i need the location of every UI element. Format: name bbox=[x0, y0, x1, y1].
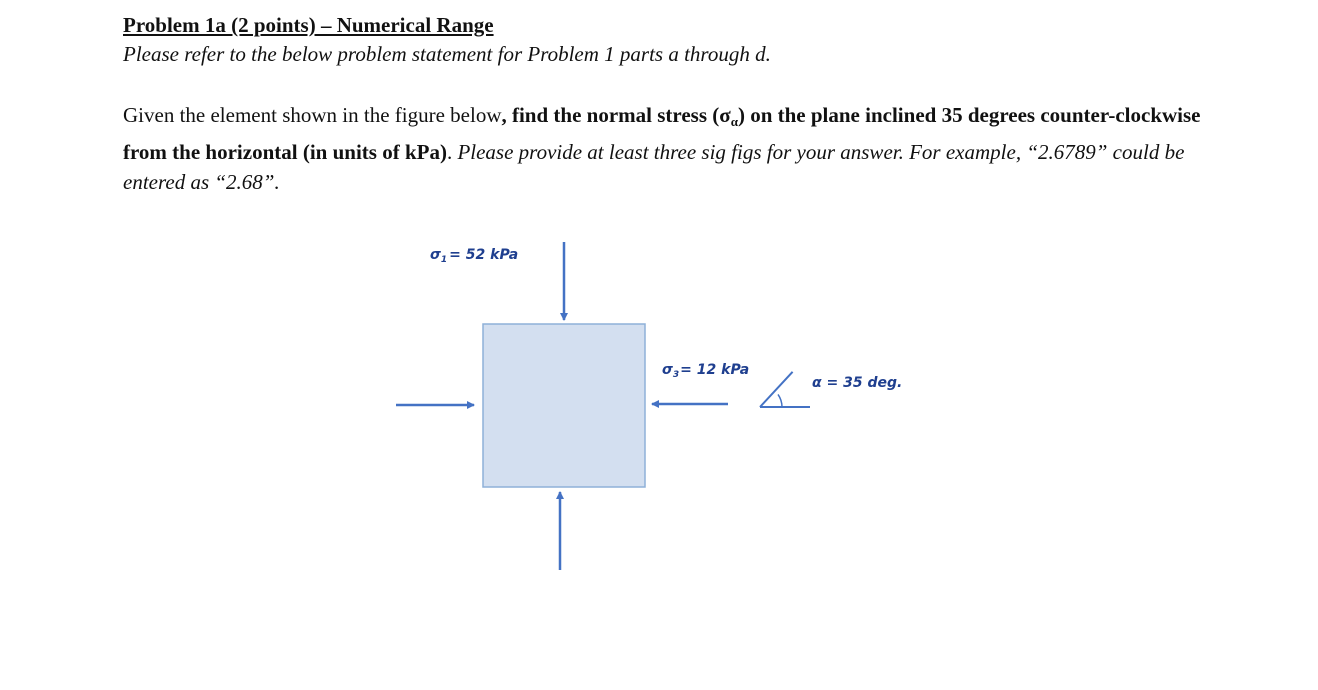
sigma3-label bbox=[662, 362, 749, 380]
sigma1-subscript: 1 bbox=[440, 255, 448, 265]
stress-element-square bbox=[483, 324, 645, 487]
statement-period: . bbox=[446, 140, 458, 164]
statement-intro: Given the element shown in the figure below bbox=[123, 103, 502, 127]
problem-title: Problem 1a (2 points) – Numerical Range bbox=[123, 13, 494, 37]
problem-subtitle: Please refer to the below problem statement for Problem 1 parts a through d. bbox=[123, 42, 771, 66]
statement-bold-2: ) on the plane inclined 35 degrees counter-clockwise from the horizontal (in units of kPa) bbox=[123, 103, 1201, 164]
sigma1-value: = 52 kPa bbox=[449, 247, 519, 263]
statement-bold-1: , find the normal stress (σ bbox=[501, 103, 731, 127]
sigma3-value: = 12 kPa bbox=[680, 362, 750, 378]
angle-icon bbox=[760, 372, 810, 407]
statement-italic: Please provide at least three sig figs for your answer. For example, “2.6789” could be entered as “2.68”. bbox=[123, 140, 1185, 194]
sigma3-subscript: 3 bbox=[672, 370, 680, 380]
sigma1-symbol: σ bbox=[430, 247, 441, 263]
sigma3-symbol: σ bbox=[662, 362, 673, 378]
sigma1-label bbox=[430, 247, 518, 265]
alpha-label: α = 35 deg. bbox=[812, 375, 903, 391]
statement-alpha-subscript: α bbox=[730, 114, 738, 129]
